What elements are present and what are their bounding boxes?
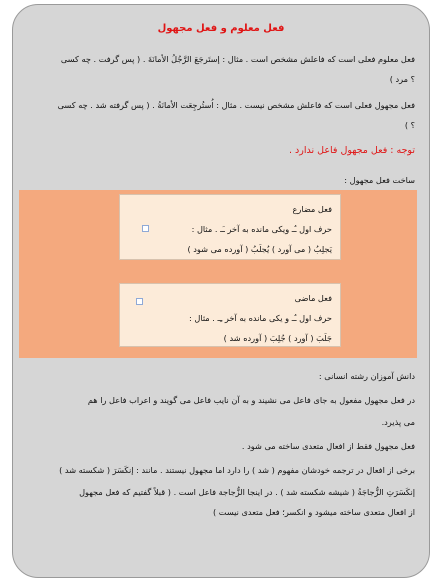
humanities-line1: در فعل مجهول مفعول به جای فاعل می نشیند و به آن نایب فاعل می گویند و اعراب فاعل را هم [87, 395, 415, 405]
definition-passive-line1: فعل مجهول فعلی است که فاعلش مشخص نیست . مثال : اُستُرجِعَت الأمانَةُ . ( پس گرفته شد . چه کسی [57, 100, 415, 110]
past-tense-box [119, 283, 341, 347]
resize-handle-icon[interactable] [136, 298, 143, 305]
definition-active-line1: فعل معلوم فعلی است که فاعلش مشخص است . مثال : إستَرجَعَ الرَّجُلُ الأمانَةَ . ( پس گرفت . چه کسی [60, 54, 415, 64]
resize-handle-icon[interactable] [142, 225, 149, 232]
document-card [12, 4, 430, 578]
past-rule: حرف اول ـُـ و یکی مانده به آخر ـِـ . مثال : [189, 313, 332, 323]
present-heading: فعل مضارع [292, 204, 332, 214]
present-tense-box [119, 194, 341, 260]
past-example: جَلَبَ ( آورد ) جُلِبَ ( آورده شد ) [223, 333, 332, 343]
definition-active [23, 49, 415, 89]
present-rule: حرف اول ـُـ ویکی مانده به آخر ـَـ . مثال : [191, 224, 332, 234]
definition-passive-line2: ؟ ) [404, 120, 415, 130]
humanities-line3: فعل مجهول فقط از افعال متعدی ساخته می شود . [241, 441, 415, 451]
humanities-line2: می پذیرد. [381, 417, 415, 427]
present-example: يَجلِبُ ( می آورد ) يُجلَبُ ( آورده می شود ) [187, 244, 332, 254]
humanities-line4: برخی از افعال در ترجمه خودشان مفهوم ( شد ) را دارد اما مجهول نیستند . مانند : إنكَسَرَ ( شکسته شد ) [59, 465, 415, 475]
definition-passive [23, 95, 415, 135]
document-title: فعل معلوم و فعل مجهول [157, 23, 285, 34]
past-heading: فعل ماضی [294, 293, 332, 303]
structure-heading: ساخت فعل مجهول : [344, 175, 415, 185]
humanities-heading: دانش آموزان رشته انسانی : [318, 371, 415, 381]
humanities-section [23, 367, 415, 521]
structure-panel [19, 190, 417, 358]
humanities-line6: از افعال متعدی ساخته میشود و انکسر؛ فعل متعدی نیست ) [213, 507, 415, 517]
note-no-subject: توجه : فعل مجهول فاعل ندارد . [289, 145, 415, 156]
humanities-line5: إنكَسَرَتِ الزُّجاجَةُ ( شیشه شکسته شد ) . در اینجا الزُّجاجة فاعل است . ( قبلاً گفتیم که فعل مجهول [79, 487, 415, 497]
definition-active-line2: ؟ مرد ) [389, 74, 415, 84]
